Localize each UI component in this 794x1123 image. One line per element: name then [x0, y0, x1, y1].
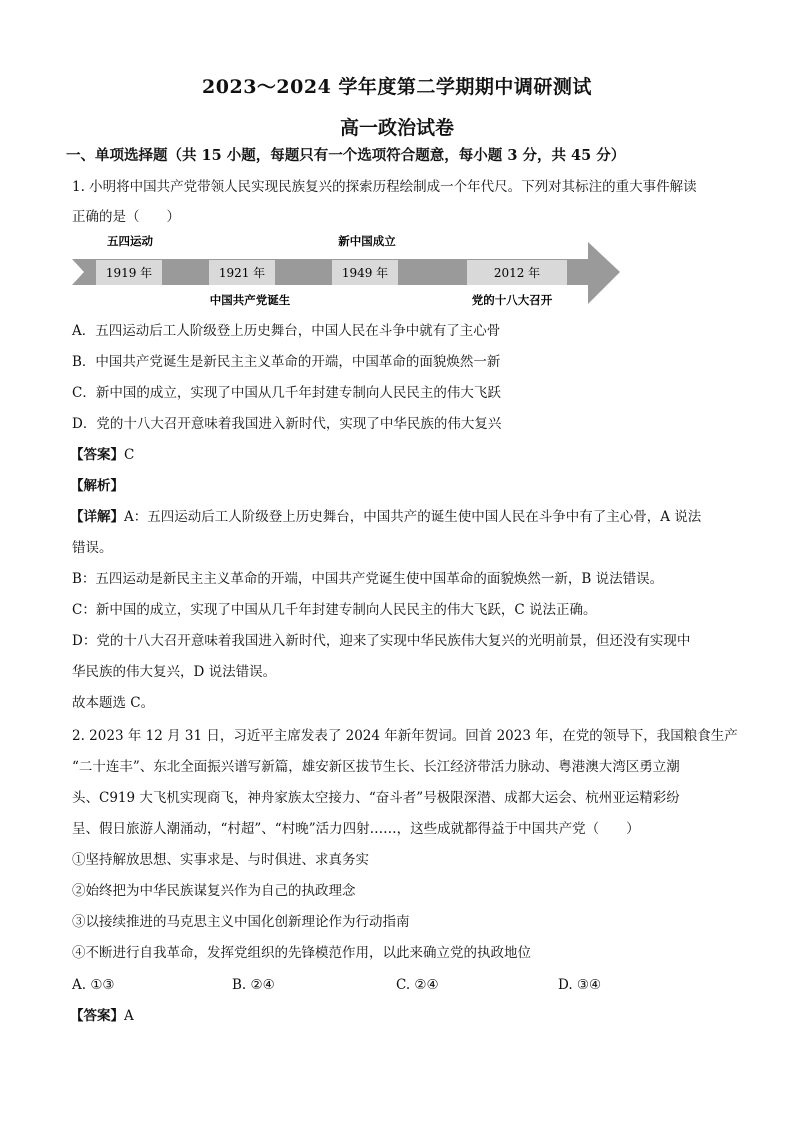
q2-option-a: A. ①③ [72, 977, 115, 993]
answer-value: C [124, 447, 135, 463]
q2-option-b: B. ②④ [232, 977, 275, 993]
q1-detail-a-line2: 错误。 [72, 540, 113, 556]
q2-option-c: C. ②④ [396, 977, 439, 993]
q1-detail-a-line1 [70, 508, 701, 526]
timeline-year-1919: 1919 年 [105, 266, 153, 280]
timeline-event-18th-congress: 党的十八大召开 [471, 293, 553, 307]
q2-item-4: ④不断进行自我革命，发挥党组织的先锋模范作用，以此来确立党的执政地位 [72, 945, 531, 961]
timeline-year-1921: 1921 年 [218, 266, 266, 280]
timeline-event-may-fourth: 五四运动 [107, 234, 153, 248]
q1-option-c: C．新中国的成立，实现了中国从几千年封建专制向人民民主的伟大飞跃 [72, 385, 501, 401]
q1-option-a: A．五四运动后工人阶级登上历史舞台，中国人民在斗争中就有了主心骨 [72, 323, 501, 339]
q2-stem-line3: 头、C919 大飞机实现商飞，神舟家族太空接力、“奋斗者”号极限深潜、成都大运会、杭州亚运精彩纷 [72, 790, 680, 806]
q1-stem-line2: 正确的是（ ） [72, 209, 180, 225]
q2-answer [70, 1007, 134, 1025]
q1-detail-d-line1: D：党的十八大召开意味着我国进入新时代，迎来了实现中华民族伟大复兴的光明前景，但还没有实现中 [72, 633, 691, 649]
q2-stem-line1: 2. 2023 年 12 月 31 日，习近平主席发表了 2024 年新年贺词。回首 2023 年，在党的领导下，我国粮食生产 [72, 728, 738, 744]
answer-value: A [124, 1008, 134, 1024]
q2-item-1: ①坚持解放思想、实事求是、与时俱进、求真务实 [72, 852, 369, 868]
q2-stem-line4: 呈、假日旅游人潮涌动，“村超”、“村晚”活力四射……，这些成就都得益于中国共产党（ ） [72, 821, 640, 837]
q1-detail-d-line2: 华民族的伟大复兴，D 说法错误。 [72, 664, 277, 680]
exam-title: 2023～2024 学年度第二学期期中调研测试 [202, 76, 592, 98]
answer-label: 【答案】 [70, 1008, 124, 1024]
q2-item-3: ③以接续推进的马克思主义中国化创新理论作为行动指南 [72, 914, 410, 930]
timeline-event-cpc-founding: 中国共产党诞生 [209, 293, 291, 307]
answer-label: 【答案】 [70, 447, 124, 463]
q1-conclusion: 故本题选 C。 [72, 695, 155, 711]
detail-label: 【详解】 [70, 509, 124, 525]
q1-timeline [72, 232, 632, 312]
timeline-year-2012: 2012 年 [493, 266, 541, 280]
q1-answer [70, 446, 134, 464]
q2-item-2: ②始终把为中华民族谋复兴作为自己的执政理念 [72, 883, 356, 899]
q1-option-d: D．党的十八大召开意味着我国进入新时代，实现了中华民族的伟大复兴 [72, 416, 502, 432]
exam-subtitle: 高一政治试卷 [339, 117, 454, 139]
q1-detail-c: C：新中国的成立，实现了中国从几千年封建专制向人民民主的伟大飞跃，C 说法正确。 [72, 602, 597, 618]
q1-stem-line1: 1. 小明将中国共产党带领人民实现民族复兴的探索历程绘制成一个年代尺。下列对其标注的重大事件解读 [72, 179, 697, 195]
q1-detail-b: B：五四运动是新民主主义革命的开端，中国共产党诞生使中国革命的面貌焕然一新，B 说法错误。 [72, 571, 664, 587]
q1-option-b: B．中国共产党诞生是新民主主义革命的开端，中国革命的面貌焕然一新 [72, 354, 501, 370]
q1-analysis-label [70, 477, 124, 495]
q2-stem-line2: “二十连丰”、东北全面振兴谱写新篇，雄安新区拔节生长、长江经济带活力脉动、粤港澳大湾区勇立潮 [72, 759, 680, 775]
analysis-label: 【解析】 [70, 478, 124, 494]
timeline-event-prc-founding: 新中国成立 [338, 234, 396, 248]
q2-option-d: D. ③④ [558, 977, 602, 993]
detail-a-text: A：五四运动后工人阶级登上历史舞台，中国共产的诞生使中国人民在斗争中有了主心骨，A 说法 [124, 509, 702, 525]
timeline-year-1949: 1949 年 [341, 266, 389, 280]
section-heading: 一、单项选择题（共 15 小题，每题只有一个选项符合题意，每小题 3 分，共 45 分） [66, 147, 626, 164]
